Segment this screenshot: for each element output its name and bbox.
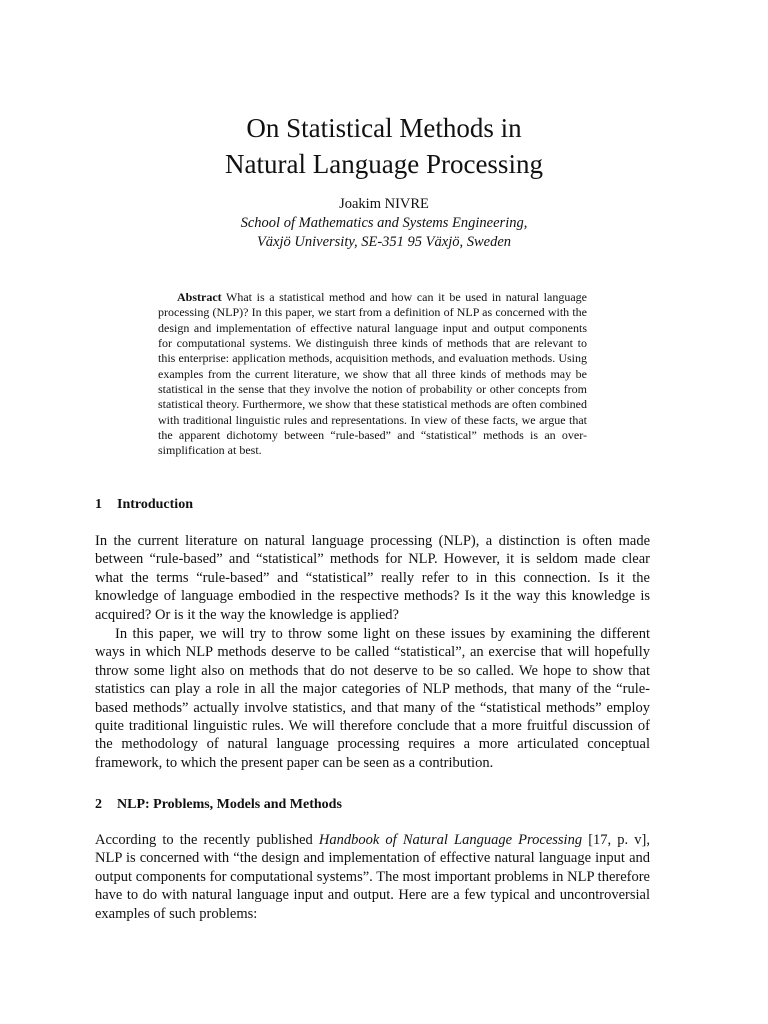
section2-paragraph-1	[95, 831, 650, 923]
section-title: NLP: Problems, Models and Methods	[117, 797, 342, 812]
affiliation-line-2: Växjö University, SE-351 95 Växjö, Sweden	[256, 234, 512, 250]
section-number: 2	[95, 797, 102, 812]
abstract	[158, 290, 587, 459]
section-heading-nlp-problems	[95, 797, 342, 813]
abstract-label: Abstract	[177, 290, 222, 304]
section2-text-before: According to the recently published	[95, 832, 319, 848]
affiliation-line-1: School of Mathematics and Systems Engineering,	[240, 215, 528, 231]
section-title: Introduction	[117, 497, 193, 512]
intro-paragraph-2: In this paper, we will try to throw some light on these issues by examining the different ways in which NLP methods deserve to be called “statistical”, an exercise that will hopefully throw some light also on methods that do not deserve to be so called. We hope to show that statistics can play a role in all the major categories of NLP methods, that many of the “rule-based methods” actually involve statistics, and that many of the “statistical methods” employ quite traditional linguistic rules. We will therefore conclude that a more fruitful discussion of the methodology of natural language processing requires a more articulated conceptual framework, to which the present paper can be seen as a contribution.	[95, 626, 650, 771]
title-line-1: On Statistical Methods in	[246, 113, 522, 143]
paper-title	[0, 110, 768, 182]
author-affiliation	[0, 214, 768, 252]
section-heading-introduction	[95, 497, 193, 513]
section-number: 1	[95, 497, 102, 512]
abstract-text: What is a statistical method and how can it be used in natural language processing (NLP)? In this paper, we start from a definition of NLP as concerned with the design and implementation of effective natural language input and output components for computational systems. We distinguish three kinds of methods that are relevant to this enterprise: application methods, acquisition methods, and evaluation methods. Using examples from the current literature, we show that all three kinds of methods may be statistical in the sense that they involve the notion of probability or other concepts from statistical theory. Furthermore, we show that these statistical methods are often combined with traditional linguistic rules and representations. In view of these facts, we argue that the apparent dichotomy between “rule-based” and “statistical” methods is an over-simplification at best.	[158, 290, 587, 458]
intro-paragraph-1: In the current literature on natural language processing (NLP), a distinction is often made between “rule-based” and “statistical” methods for NLP. However, it is seldom made clear what the terms “rule-based” and “statistical” really refer to in this connection. Is it the knowledge of language embodied in the respective methods? Is it the way this knowledge is acquired? Or is it the way the knowledge is applied?	[95, 533, 650, 623]
title-line-2: Natural Language Processing	[225, 149, 543, 179]
author-name: Joakim NIVRE	[339, 196, 429, 212]
handbook-title: Handbook of Natural Language Processing	[318, 832, 583, 848]
section2-text-after: [17, p. v], NLP is concerned with “the design and implementation of effective natural language input and output components for computational systems”. The most important problems in NLP therefore have to do with natural language input and output. Here are a few typical and uncontroversial examples of such problems:	[95, 832, 650, 922]
